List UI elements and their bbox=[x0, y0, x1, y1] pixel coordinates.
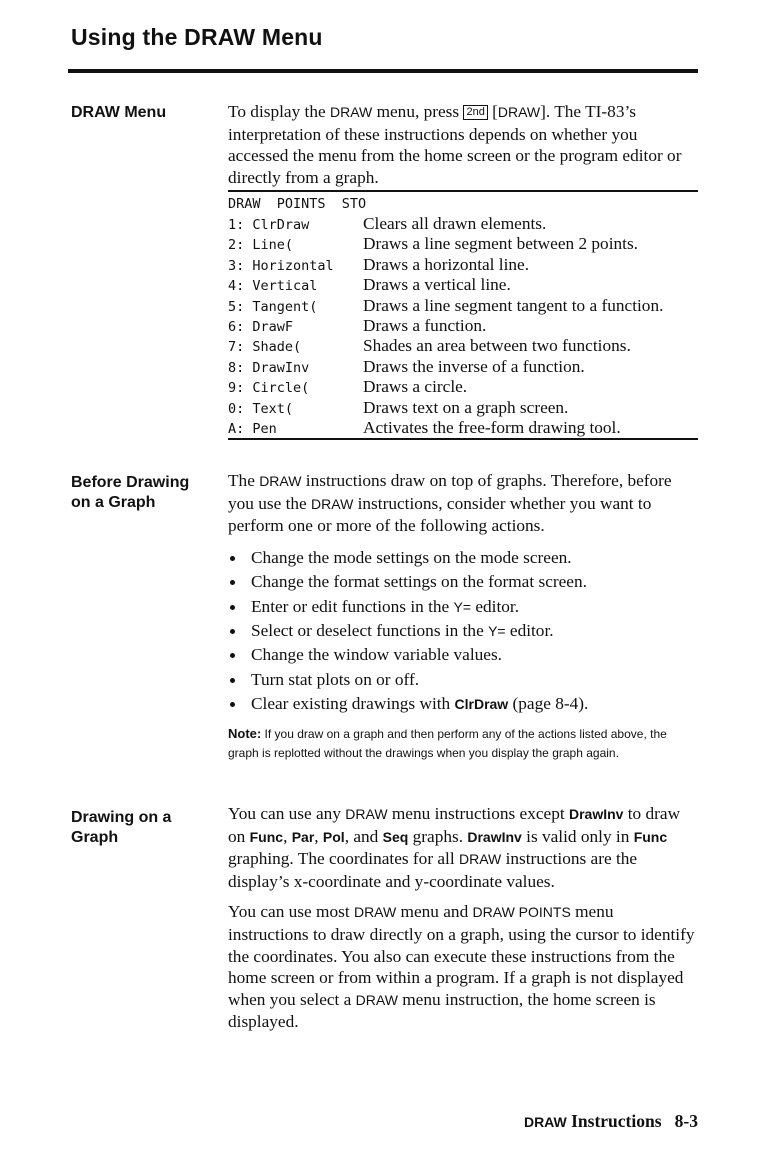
menu-row bbox=[228, 296, 698, 316]
list-item: Change the format settings on the format screen. bbox=[228, 571, 698, 595]
menu-key: 2: Line( bbox=[228, 237, 294, 254]
list-item: Turn stat plots on or off. bbox=[228, 669, 698, 693]
menu-row bbox=[228, 398, 698, 418]
drawing-on-graph-body: You can use any DRAW menu instructions except DrawInv to draw on Func, Par, Pol, and Seq graphs. DrawInv is valid only in Func graphing. The coordinates for all DRAW instructions are the display’s x-coordinate and y-coordinate values. You can use most DRAW menu and DRAW POINTS menu instructions to draw directly on a graph, using the cursor to identify the coordinates. You also can execute these instructions from the home screen or from within a program. If a graph is not displayed when you select a DRAW menu instruction, the home screen is displayed. bbox=[228, 804, 695, 1032]
before-drawing-body: The DRAW instructions draw on top of graphs. Therefore, before you use the DRAW instructions, consider whether you want to perform one or more of the following actions. Change the mode settings on the mode screen. Change the format settings on the format screen. Enter or edit functions in the Y= editor. Select or deselect functions in the Y= editor. Change the window variable values. Turn stat plots on or off. Clear existing drawings with ClrDraw (page 8-4). Note: If you draw on a graph and then perform any of the actions listed above, the graph is replotted without the drawings when you display the graph again. bbox=[228, 470, 698, 764]
menu-desc: Activates the free-form drawing tool. bbox=[363, 417, 621, 437]
note: Note: If you draw on a graph and then perform any of the actions listed above, the graph is replotted without the drawings when you display the graph again. bbox=[228, 725, 667, 761]
menu-desc: Draws a line segment tangent to a function. bbox=[363, 295, 664, 315]
section-heading-drawing-on-graph: Drawing on a Graph bbox=[71, 809, 172, 846]
page-number: 8-3 bbox=[674, 1111, 698, 1131]
footer-label: Instructions bbox=[566, 1111, 662, 1131]
list-item: Change the window variable values. bbox=[228, 644, 698, 668]
footer-label-draw: DRAW bbox=[523, 1114, 567, 1130]
page-title: Using the DRAW Menu bbox=[71, 24, 323, 50]
menu-desc: Draws a horizontal line. bbox=[363, 254, 530, 274]
menu-desc: Draws text on a graph screen. bbox=[363, 397, 569, 417]
menu-desc: Draws a circle. bbox=[363, 377, 468, 397]
menu-key: 6: DrawF bbox=[228, 318, 294, 335]
menu-key: 8: DrawInv bbox=[228, 359, 310, 376]
menu-rows bbox=[228, 214, 698, 438]
menu-key: 3: Horizontal bbox=[228, 257, 334, 274]
list-item: Enter or edit functions in the Y= editor. bbox=[228, 596, 698, 620]
menu-row bbox=[228, 316, 698, 336]
menu-key: 0: Text( bbox=[228, 400, 294, 417]
menu-row bbox=[228, 357, 698, 377]
section-heading-before-drawing: Before Drawing on a Graph bbox=[71, 474, 190, 511]
menu-key: 7: Shade( bbox=[228, 339, 302, 356]
list-item: Clear existing drawings with ClrDraw (page 8-4). bbox=[228, 693, 698, 717]
menu-key: A: Pen bbox=[228, 420, 277, 437]
title-rule bbox=[68, 69, 698, 73]
menu-desc: Clears all drawn elements. bbox=[363, 214, 547, 233]
menu-row bbox=[228, 336, 698, 356]
menu-key: 9: Circle( bbox=[228, 380, 310, 397]
menu-desc: Draws a vertical line. bbox=[363, 275, 511, 295]
draw-menu-intro: To display the DRAW menu, press 2nd [DRAW]. The TI-83’s interpretation of these instructions depends on whether you accessed the menu from the home screen or the program editor or directly from a graph. bbox=[228, 102, 682, 187]
menu-desc: Draws a line segment between 2 points. bbox=[363, 234, 638, 254]
menu-row bbox=[228, 418, 698, 438]
menu-row bbox=[228, 377, 698, 397]
menu-row bbox=[228, 275, 698, 295]
section-heading-draw-menu: DRAW Menu bbox=[71, 104, 167, 121]
menu-desc: Shades an area between two functions. bbox=[363, 336, 631, 356]
menu-row bbox=[228, 214, 698, 234]
menu-table-header: DRAW POINTS STO bbox=[228, 196, 367, 212]
action-list bbox=[228, 547, 698, 718]
menu-row bbox=[228, 234, 698, 254]
list-item: Select or deselect functions in the Y= editor. bbox=[228, 620, 698, 644]
menu-key: 5: Tangent( bbox=[228, 298, 318, 315]
menu-row bbox=[228, 255, 698, 275]
list-item: Change the mode settings on the mode screen. bbox=[228, 547, 698, 571]
menu-key: 4: Vertical bbox=[228, 278, 318, 295]
menu-desc: Draws a function. bbox=[363, 315, 487, 335]
draw-menu-table bbox=[228, 190, 698, 440]
page-footer bbox=[524, 1111, 698, 1132]
menu-desc: Draws the inverse of a function. bbox=[363, 356, 585, 376]
menu-key: 1: ClrDraw bbox=[228, 217, 310, 233]
2nd-key-icon: 2nd bbox=[463, 105, 487, 120]
